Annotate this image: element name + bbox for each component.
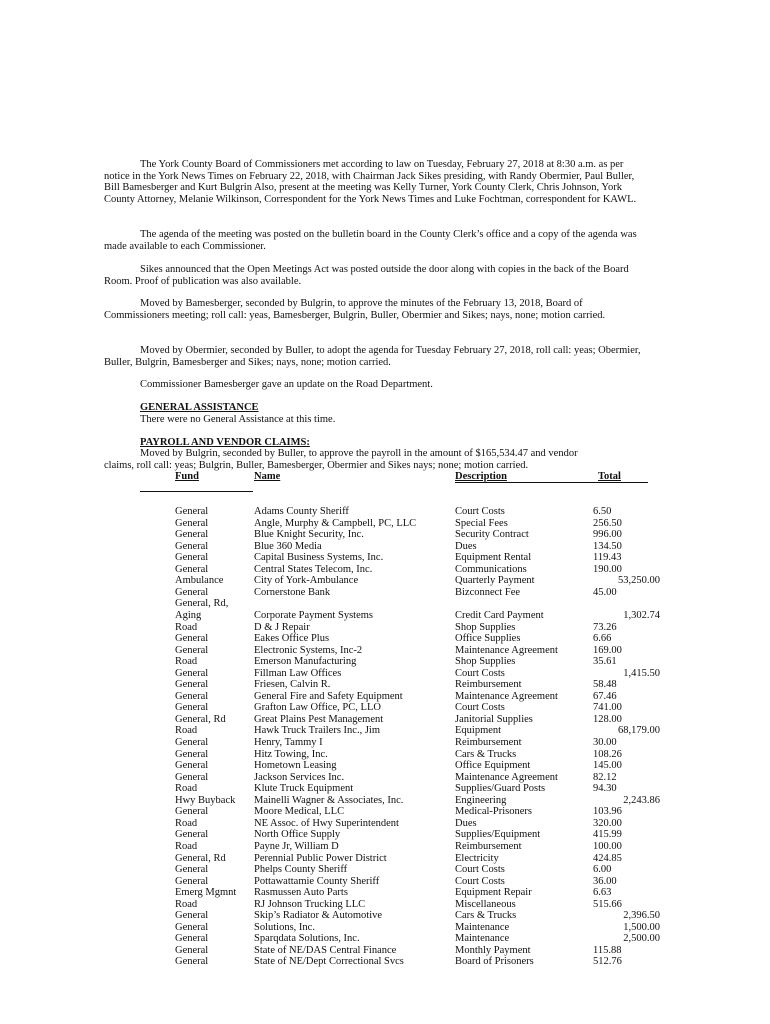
cell-fund: Road [175,817,198,829]
cell-fund: Aging [175,609,202,621]
cell-description: Maintenance [455,921,510,933]
cell-total: 103.96 [593,806,622,818]
cell-description: Maintenance Agreement [455,771,558,783]
cell-fund: Road [175,621,198,633]
cell-total: 1,500.00 [623,921,660,933]
cell-name: Phelps County Sheriff [254,864,348,876]
cell-total: 1,415.50 [623,667,660,679]
column-header-name: Name [254,471,281,482]
table-row [0,737,770,749]
table-row [0,795,770,807]
cell-description: Communications [455,563,527,575]
cell-description: Court Costs [455,875,505,887]
cell-fund: General [175,563,209,575]
table-row [0,760,770,772]
table-row [0,714,770,726]
cell-fund: General, Rd [175,713,226,725]
paragraph-open-meetings [104,264,644,287]
cell-description: Court Costs [455,864,505,876]
table-row [0,783,770,795]
cell-name: Emerson Manufacturing [254,656,357,668]
cell-name: Hometown Leasing [254,760,337,772]
cell-total: 53,250.00 [618,575,660,587]
cell-description: Office Equipment [455,760,531,772]
cell-total: 415.99 [593,829,622,841]
cell-name: Great Plains Pest Management [254,713,384,725]
table-row [0,853,770,865]
cell-name: Payne Jr, William D [254,840,339,852]
cell-name: Adams County Sheriff [254,506,349,517]
cell-name: Moore Medical, LLC [254,806,345,818]
cell-description: Office Supplies [455,633,521,645]
table-row [0,922,770,934]
cell-description: Supplies/Equipment [455,829,541,841]
table-row [0,541,770,553]
cell-name: Skip’s Radiator & Automotive [254,910,383,922]
cell-total: 145.00 [593,760,622,772]
cell-fund: General, Rd, [175,598,229,610]
cell-total: 58.48 [593,679,617,691]
cell-description: Reimbursement [455,840,522,852]
cell-name: General Fire and Safety Equipment [254,690,403,702]
table-row [0,702,770,714]
cell-description: Equipment [455,725,502,737]
cell-name: Rasmussen Auto Parts [254,887,348,899]
cell-total: 190.00 [593,563,622,575]
cell-fund: Road [175,840,198,852]
cell-name: Eakes Office Plus [254,633,330,645]
table-row [0,876,770,888]
cell-fund: General [175,910,209,922]
cell-name: Electronic Systems, Inc-2 [254,644,363,656]
cell-total: 108.26 [593,748,622,760]
cell-fund: General [175,921,209,933]
cell-name: Central States Telecom, Inc. [254,563,373,575]
cell-name: Grafton Law Office, PC, LLO [254,702,381,714]
table-row [0,691,770,703]
cell-description: Court Costs [455,702,505,714]
cell-name: Corporate Payment Systems [254,609,373,621]
column-header-fund: Fund [175,471,199,482]
cell-total: 2,243.86 [623,794,660,806]
cell-name: State of NE/DAS Central Finance [254,944,397,956]
table-row [0,725,770,737]
cell-total: 6.00 [593,864,612,876]
cell-description: Cars & Trucks [455,748,517,760]
cell-fund: General [175,806,209,818]
table-row [0,829,770,841]
cell-fund: General [175,737,209,748]
paragraph-minutes-motion [104,298,644,321]
header-underline [455,471,648,483]
table-row [0,818,770,830]
table-row [0,564,770,576]
cell-fund: General, Rd [175,852,226,864]
cell-name: Pottawattamie County Sheriff [254,875,380,887]
cell-total: 100.00 [593,840,622,852]
cell-fund: Emerg Mgmnt [175,887,237,899]
paragraph-agenda-posted [104,229,644,252]
table-row [0,899,770,911]
cell-fund: General [175,540,209,552]
cell-total: 512.76 [593,956,622,968]
cell-fund: General [175,829,209,841]
cell-description: Special Fees [455,517,508,529]
table-row [0,587,770,599]
column-header-description: Description [455,471,507,482]
cell-description: Miscellaneous [455,898,516,910]
table-row [0,598,770,610]
payroll-heading: PAYROLL AND VENDOR CLAIMS: [140,437,310,448]
table-row [0,506,770,518]
paragraph-text: The agenda of the meeting was posted on the bulletin board in the County Clerk’s office and a copy of the agenda was made available to each Commissioner. [104,229,637,252]
cell-total: 169.00 [593,644,622,656]
cell-total: 73.26 [593,621,617,633]
table-row [0,806,770,818]
cell-fund: Road [175,656,198,668]
cell-total: 36.00 [593,875,617,887]
cell-fund: Hwy Buyback [175,794,236,806]
cell-fund: General [175,529,209,541]
cell-fund: General [175,633,209,645]
cell-total: 94.30 [593,783,617,795]
cell-fund: General [175,771,209,783]
cell-name: Fillman Law Offices [254,667,342,679]
cell-name: State of NE/Dept Correctional Svcs [254,956,404,968]
table-row [0,645,770,657]
header-divider-rule [140,491,253,492]
cell-name: NE Assoc. of Hwy Superintendent [254,817,399,829]
cell-total: 996.00 [593,529,622,541]
cell-total: 45.00 [593,586,617,598]
cell-fund: General [175,667,209,679]
cell-total: 320.00 [593,817,622,829]
cell-fund: General [175,933,209,945]
cell-description: Dues [455,540,477,552]
cell-description: Supplies/Guard Posts [455,783,546,795]
column-header-total: Total [598,471,621,482]
cell-fund: Road [175,783,198,795]
cell-fund: General [175,690,209,702]
cell-name: Perennial Public Power District [254,852,387,864]
cell-description: Janitorial Supplies [455,713,533,725]
cell-fund: General [175,679,209,691]
table-row [0,668,770,680]
cell-description: Equipment Repair [455,887,532,899]
cell-total: 128.00 [593,713,622,725]
cell-fund: General [175,586,209,598]
cell-fund: General [175,552,209,564]
cell-total: 2,396.50 [623,910,660,922]
paragraph-text: The York County Board of Commissioners met according to law on Tuesday, February 27, 2018 at 8:30 a.m. as per notice in the York News Times on February 22, 2018, with Chairman Jack Sikes presiding, with Randy Obermier, Paul Buller, Bill Bamesberger and Kurt Bulgrin Also, present at the meeting was Kelly Turner, York County Clerk, Chris Johnson, York County Attorney, Melanie Wilkinson, Correspondent for the York News Times and Luke Fochtman, correspondent for KAWL. [104,159,637,205]
cell-name: Jackson Services Inc. [254,771,345,783]
cell-fund: Road [175,898,198,910]
cell-fund: General [175,702,209,714]
cell-description: Credit Card Payment [455,609,544,621]
table-row [0,841,770,853]
cell-description: Court Costs [455,667,505,679]
cell-total: 68,179.00 [618,725,660,737]
cell-description: Reimbursement [455,737,522,748]
table-row [0,529,770,541]
table-row [0,610,770,622]
table-row [0,679,770,691]
table-row [0,887,770,899]
cell-name: RJ Johnson Trucking LLC [254,898,366,910]
cell-description: Security Contract [455,529,529,541]
table-row [0,518,770,530]
cell-name: Blue 360 Media [254,540,322,552]
table-row [0,772,770,784]
cell-total: 6.63 [593,887,612,899]
general-assistance-text: There were no General Assistance at this time. [140,414,336,425]
cell-description: Maintenance Agreement [455,690,558,702]
cell-name: D & J Repair [254,621,310,633]
cell-name: Cornerstone Bank [254,586,331,598]
table-row [0,910,770,922]
paragraph-text: Moved by Bamesberger, seconded by Bulgrin, to approve the minutes of the February 13, 2018, Board of Commissioners meeting; roll call: yeas, Bamesberger, Bulgrin, Buller, Obermier and Sikes; nays, none; motion carried. [104,298,606,321]
cell-description: Shop Supplies [455,656,516,668]
cell-description: Cars & Trucks [455,910,517,922]
cell-description: Electricity [455,852,499,864]
table-row [0,552,770,564]
cell-total: 119.43 [593,552,622,564]
cell-description: Reimbursement [455,679,522,691]
cell-name: Sparqdata Solutions, Inc. [254,933,360,945]
cell-description: Monthly Payment [455,944,531,956]
cell-total: 1,302.74 [623,609,660,621]
cell-name: Capital Business Systems, Inc. [254,552,384,564]
cell-description: Quarterly Payment [455,575,535,587]
cell-name: Solutions, Inc. [254,921,315,933]
cell-total: 741.00 [593,702,622,714]
table-row [0,633,770,645]
cell-description: Equipment Rental [455,552,532,564]
cell-name: Friesen, Calvin R. [254,679,331,691]
cell-description: Medical-Prisoners [455,806,532,818]
cell-fund: General [175,517,209,529]
cell-name: City of York-Ambulance [254,575,359,587]
table-row [0,656,770,668]
cell-name: Mainelli Wagner & Associates, Inc. [254,794,404,806]
cell-total: 6.66 [593,633,612,645]
table-row [0,933,770,945]
cell-total: 515.66 [593,898,622,910]
payroll-motion-line-2: claims, roll call: yeas; Bulgrin, Buller, Bamesberger, Obermier and Sikes nays; none; motion carried. [104,460,529,471]
cell-fund: General [175,875,209,887]
cell-description: Shop Supplies [455,621,516,633]
cell-name: Henry, Tammy I [254,737,323,748]
road-update-text: Commissioner Bamesberger gave an update on the Road Department. [140,379,433,390]
cell-total: 256.50 [593,517,622,529]
cell-fund: General [175,748,209,760]
cell-total: 82.12 [593,771,617,783]
cell-fund: General [175,644,209,656]
cell-fund: Ambulance [175,575,224,587]
cell-description: Dues [455,817,477,829]
cell-fund: Road [175,725,198,737]
cell-description: Engineering [455,794,507,806]
cell-description: Bizconnect Fee [455,586,521,598]
cell-total: 30.00 [593,737,617,748]
cell-fund: General [175,506,209,517]
general-assistance-heading: GENERAL ASSISTANCE [140,402,259,413]
cell-name: Angle, Murphy & Campbell, PC, LLC [254,517,417,529]
cell-name: North Office Supply [254,829,341,841]
cell-total: 134.50 [593,540,622,552]
table-row [0,864,770,876]
cell-total: 2,500.00 [623,933,660,945]
paragraph-meeting-intro [104,159,644,205]
cell-fund: General [175,944,209,956]
cell-name: Klute Truck Equipment [254,783,354,795]
table-row [0,749,770,761]
cell-description: Maintenance Agreement [455,644,558,656]
paragraph-agenda-motion [104,345,644,368]
paragraph-text: Sikes announced that the Open Meetings Act was posted outside the door along with copies in the back of the Board Room. Proof of publication was also available. [104,264,629,287]
payroll-motion-line-1: Moved by Bulgrin, seconded by Buller, to approve the payroll in the amount of $165,534.47 and vendor [140,448,578,459]
cell-total: 67.46 [593,690,617,702]
paragraph-text: Moved by Obermier, seconded by Buller, to adopt the agenda for Tuesday February 27, 2018, roll call: yeas; Obermier, Buller, Bulgrin, Bamesberger and Sikes; nays, none; motion carried. [104,345,641,368]
table-row [0,575,770,587]
table-row [0,956,770,968]
table-row [0,945,770,957]
cell-total: 6.50 [593,506,612,517]
cell-name: Hitz Towing, Inc. [254,748,328,760]
cell-name: Blue Knight Security, Inc. [254,529,364,541]
cell-fund: General [175,760,209,772]
cell-description: Board of Prisoners [455,956,534,968]
cell-total: 35.61 [593,656,617,668]
cell-fund: General [175,864,209,876]
cell-total: 424.85 [593,852,622,864]
cell-description: Court Costs [455,506,505,517]
cell-description: Maintenance [455,933,510,945]
cell-name: Hawk Truck Trailers Inc., Jim [254,725,381,737]
cell-fund: General [175,956,209,968]
cell-total: 115.88 [593,944,622,956]
table-row [0,622,770,634]
